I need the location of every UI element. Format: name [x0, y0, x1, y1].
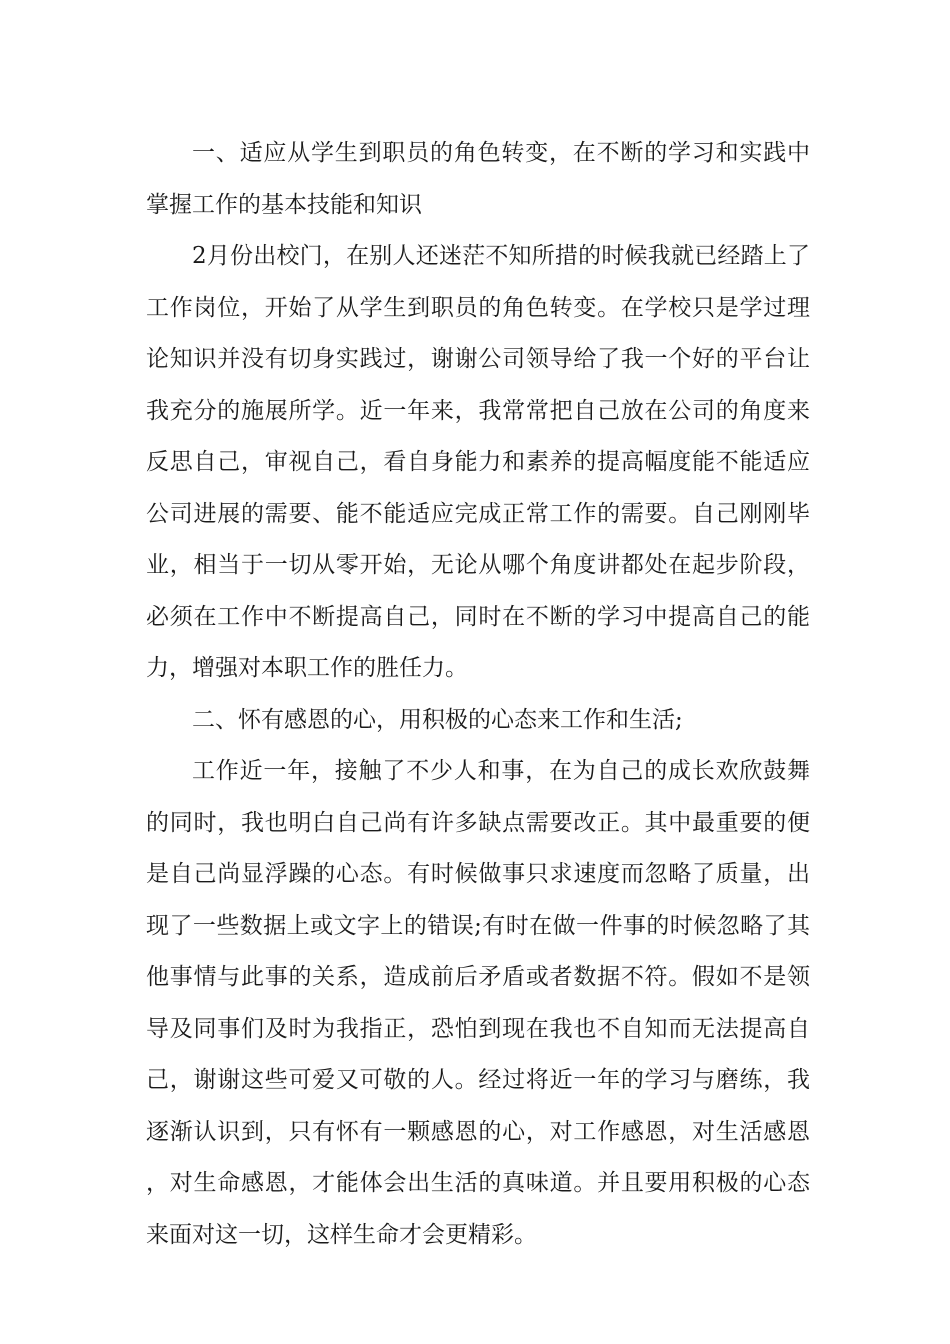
- body-paragraph-1: 2月份出校门，在别人还迷茫不知所措的时候我就已经踏上了工作岗位，开始了从学生到职员的角色转变。在学校只是学过理论知识并没有切身实践过，谢谢公司领导给了我一个好的平台让我充分的施展所学。近一年来，我常常把自己放在公司的角度来反思自己，审视自己，看自身能力和素养的提高幅度能不能适应公司进展的需要、能不能适应完成正常工作的需要。自己刚刚毕业，相当于一切从零开始，无论从哪个角度讲都处在起步阶段，必须在工作中不断提高自己，同时在不断的学习中提高自己的能力，增强对本职工作的胜任力。: [146, 243, 810, 681]
- document-body: [146, 128, 810, 1261]
- body-paragraph-2: 工作近一年，接触了不少人和事，在为自己的成长欢欣鼓舞的同时，我也明白自己尚有许多缺点需要改正。其中最重要的便是自己尚显浮躁的心态。有时候做事只求速度而忽略了质量，出现了一些数据上或文字上的错误;有时在做一件事的时候忽略了其他事情与此事的关系，造成前后矛盾或者数据不符。假如不是领导及同事们及时为我指正，恐怕到现在我也不自知而无法提高自己，谢谢这些可爱又可敬的人。经过将近一年的学习与磨练，我逐渐认识到，只有怀有一颗感恩的心，对工作感恩，对生活感恩，对生命感恩，才能体会出生活的真味道。并且要用积极的心态来面对这一切，这样生命才会更精彩。: [146, 758, 810, 1248]
- section-heading-2: 二、怀有感恩的心，用积极的心态来工作和生活;: [192, 706, 683, 733]
- section-heading-1: 一、适应从学生到职员的角色转变，在不断的学习和实践中掌握工作的基本技能和知识: [146, 140, 810, 218]
